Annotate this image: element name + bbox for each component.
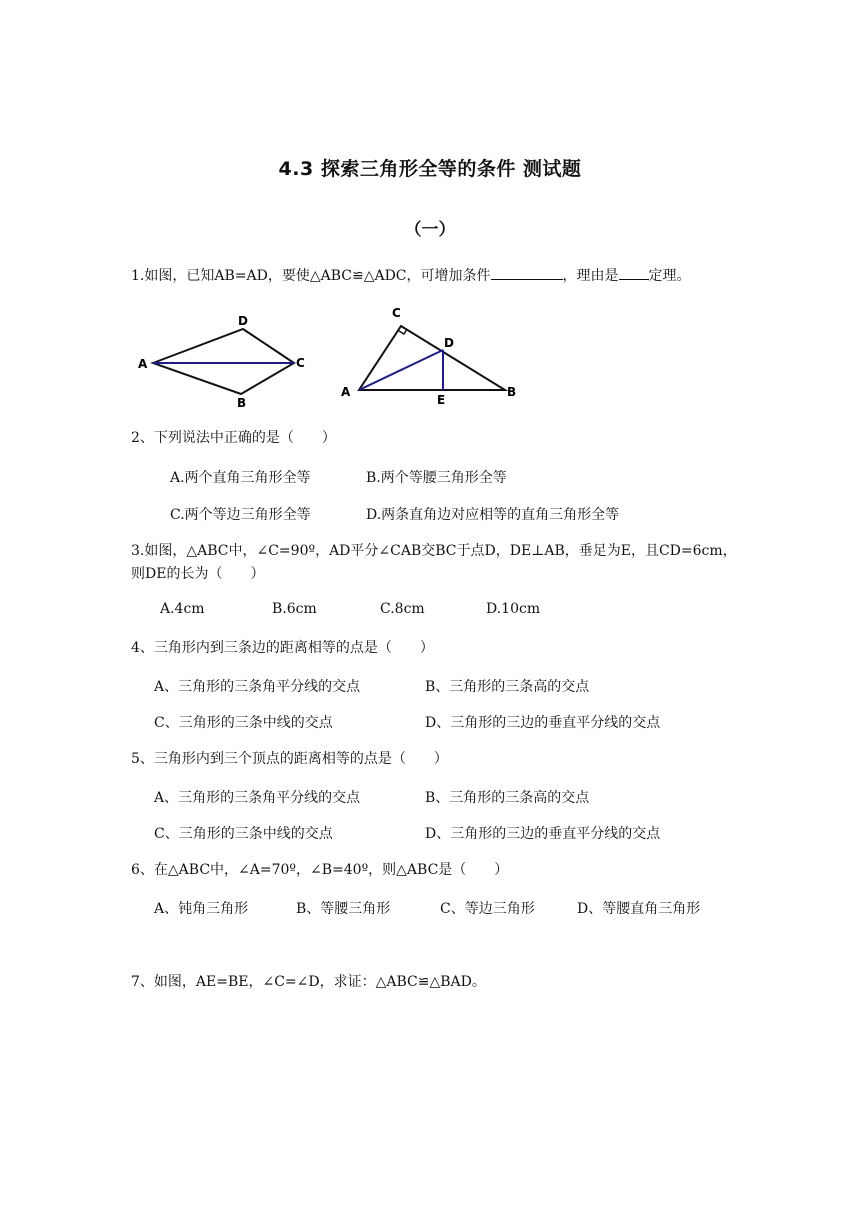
q3-option-c[interactable]: C.8cm bbox=[380, 601, 425, 617]
q6-option-d[interactable]: D、等腰直角三角形 bbox=[577, 901, 701, 917]
q4-option-b[interactable]: B、三角形的三条高的交点 bbox=[425, 679, 590, 695]
page-title: 4.3 探索三角形全等的条件 测试题 bbox=[278, 158, 582, 180]
q5-option-a[interactable]: A、三角形的三条角平分线的交点 bbox=[154, 790, 361, 806]
q4-option-c[interactable]: C、三角形的三条中线的交点 bbox=[154, 715, 333, 731]
label-b: B bbox=[507, 385, 517, 399]
q5-option-c[interactable]: C、三角形的三条中线的交点 bbox=[154, 826, 333, 842]
q2-option-c[interactable]: C.两个等边三角形全等 bbox=[170, 507, 311, 523]
q4-option-a[interactable]: A、三角形的三条角平分线的交点 bbox=[154, 679, 361, 695]
label-d: D bbox=[238, 314, 248, 328]
question-1-text-c: 定理。 bbox=[648, 268, 691, 284]
question-5: 5、三角形内到三个顶点的距离相等的点是（ ） bbox=[131, 751, 448, 767]
q5-option-b[interactable]: B、三角形的三条高的交点 bbox=[425, 790, 590, 806]
q4-option-d[interactable]: D、三角形的三边的垂直平分线的交点 bbox=[425, 715, 661, 731]
label-a: A bbox=[138, 357, 148, 371]
q3-option-b[interactable]: B.6cm bbox=[272, 601, 317, 617]
kite-outline bbox=[153, 329, 294, 394]
question-6: 6、在△ABC中，∠A=70º，∠B=40º，则△ABC是（ ） bbox=[131, 862, 509, 878]
label-a: A bbox=[341, 385, 351, 399]
q6-option-c[interactable]: C、等边三角形 bbox=[440, 901, 535, 917]
q6-option-a[interactable]: A、钝角三角形 bbox=[154, 901, 249, 917]
question-1-text-a: 1.如图，已知AB=AD，要使△ABC≌△ADC，可增加条件 bbox=[131, 268, 491, 284]
question-1-text-b: ，理由是 bbox=[562, 268, 619, 284]
q2-option-a[interactable]: A.两个直角三角形全等 bbox=[170, 470, 311, 486]
q6-option-b[interactable]: B、等腰三角形 bbox=[296, 901, 391, 917]
section-subtitle: （一） bbox=[404, 220, 456, 240]
label-d: D bbox=[444, 336, 454, 350]
q2-option-b[interactable]: B.两个等腰三角形全等 bbox=[366, 470, 507, 486]
figure-kite-abcd bbox=[130, 310, 320, 415]
question-3-line-1: 3.如图，△ABC中，∠C=90º，AD平分∠CAB交BC于点D，DE⊥AB，垂足为E，且CD=6cm， bbox=[131, 543, 737, 559]
label-c: C bbox=[296, 356, 305, 370]
q3-option-a[interactable]: A.4cm bbox=[160, 601, 205, 617]
question-4: 4、三角形内到三条边的距离相等的点是（ ） bbox=[131, 640, 434, 656]
label-e: E bbox=[437, 393, 446, 407]
q5-option-d[interactable]: D、三角形的三边的垂直平分线的交点 bbox=[425, 826, 661, 842]
question-1 bbox=[131, 264, 691, 288]
label-b: B bbox=[237, 396, 247, 410]
question-7: 7、如图，AE=BE，∠C=∠D，求证：△ABC≌△BAD。 bbox=[131, 974, 486, 990]
label-c: C bbox=[392, 306, 401, 320]
right-angle-mark bbox=[399, 329, 407, 334]
answer-blank-2[interactable] bbox=[619, 265, 649, 280]
q2-option-d[interactable]: D.两条直角边对应相等的直角三角形全等 bbox=[366, 507, 620, 523]
figure-right-triangle bbox=[335, 300, 525, 410]
question-2: 2、下列说法中正确的是（ ） bbox=[131, 430, 336, 446]
question-3-line-2: 则DE的长为（ ） bbox=[131, 566, 265, 582]
q3-option-d[interactable]: D.10cm bbox=[486, 601, 541, 617]
answer-blank-1[interactable] bbox=[491, 265, 563, 280]
